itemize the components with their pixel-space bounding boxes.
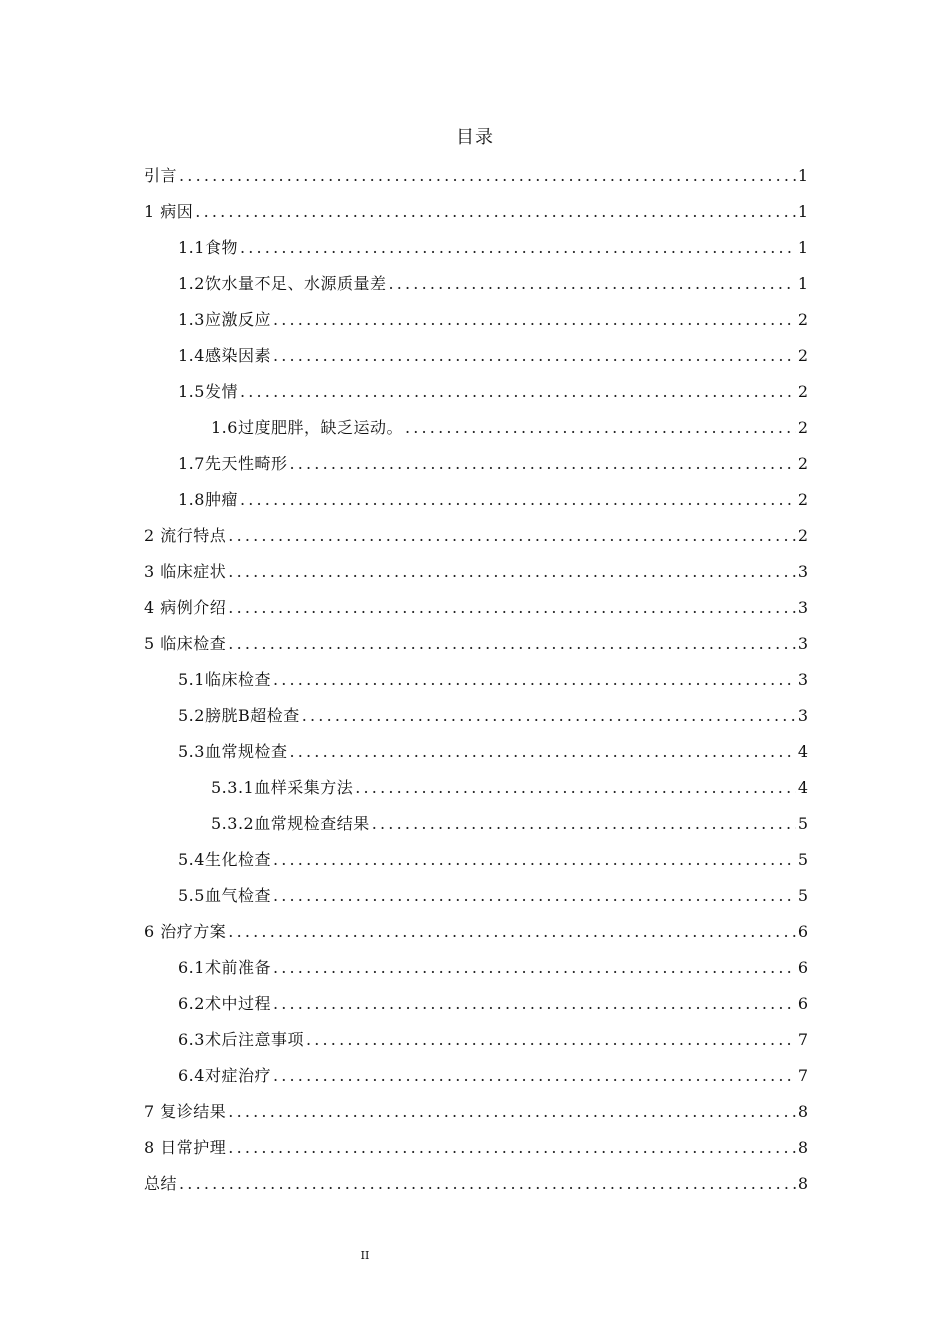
toc-page-number: 5 [797, 850, 808, 869]
toc-dot-leader [306, 1022, 796, 1058]
toc-entry-1-7[interactable] [144, 446, 808, 482]
toc-page-number: 2 [797, 346, 808, 365]
toc-page-number: 7 [797, 1066, 808, 1085]
toc-entry-6-4[interactable] [144, 1058, 808, 1094]
toc-entry-5[interactable] [144, 626, 808, 662]
toc-entry-label: 4 病例介绍 [144, 598, 227, 617]
toc-page-number: 2 [797, 490, 808, 509]
toc-entry-1[interactable] [144, 194, 808, 230]
toc-entry-7[interactable] [144, 1094, 808, 1130]
toc-entry-label: 1 病因 [144, 202, 194, 221]
toc-dot-leader [228, 914, 796, 950]
toc-dot-leader [228, 1094, 796, 1130]
toc-page-number: 1 [797, 274, 808, 293]
toc-dot-leader [228, 626, 796, 662]
toc-dot-leader [228, 1130, 796, 1166]
toc-entry-label: 3 临床症状 [144, 562, 227, 581]
toc-entry-label: 5.2膀胱B超检查 [178, 706, 300, 725]
toc-page-number: 5 [797, 886, 808, 905]
toc-entry-label: 1.7先天性畸形 [178, 454, 288, 473]
toc-entry-5-5[interactable] [144, 878, 808, 914]
toc-entry-5-2[interactable] [144, 698, 808, 734]
toc-entry-label: 1.8肿瘤 [178, 490, 238, 509]
toc-entry-6-3[interactable] [144, 1022, 808, 1058]
toc-entry-label: 5.3.1血样采集方法 [211, 778, 354, 797]
toc-entry-label: 5.3.2血常规检查结果 [211, 814, 370, 833]
toc-dot-leader [289, 446, 795, 482]
toc-entry-label: 5.3血常规检查 [178, 742, 288, 761]
toc-entry-1-4[interactable] [144, 338, 808, 374]
toc-entry-label: 总结 [144, 1174, 178, 1193]
toc-entry-5-3-2[interactable] [144, 806, 808, 842]
toc-page-number: 8 [797, 1102, 808, 1121]
toc-page-number: 6 [797, 958, 808, 977]
table-of-contents [144, 158, 808, 1202]
toc-dot-leader [179, 1166, 796, 1202]
toc-page-number: 3 [797, 706, 808, 725]
toc-entry-label: 5.4生化检查 [178, 850, 271, 869]
toc-entry-1-5[interactable] [144, 374, 808, 410]
toc-dot-leader [228, 590, 796, 626]
toc-dot-leader [302, 698, 796, 734]
toc-entry-label: 1.2饮水量不足、水源质量差 [178, 274, 387, 293]
toc-entry-label: 8 日常护理 [144, 1138, 227, 1157]
toc-dot-leader [388, 266, 795, 302]
toc-dot-leader [405, 410, 796, 446]
toc-page-number: 8 [797, 1138, 808, 1157]
toc-dot-leader [289, 734, 795, 770]
toc-entry-3[interactable] [144, 554, 808, 590]
toc-entry-8[interactable] [144, 1130, 808, 1166]
toc-page-number: 2 [797, 382, 808, 401]
toc-dot-leader [273, 878, 796, 914]
toc-entry-2[interactable] [144, 518, 808, 554]
toc-page-number: 2 [797, 454, 808, 473]
toc-entry-label: 1.1食物 [178, 238, 238, 257]
toc-entry-1-6[interactable] [144, 410, 808, 446]
toc-entry-5-1[interactable] [144, 662, 808, 698]
toc-entry-label: 6.2术中过程 [178, 994, 271, 1013]
toc-page-number: 8 [797, 1174, 808, 1193]
toc-dot-leader [228, 554, 796, 590]
toc-entry-1-8[interactable] [144, 482, 808, 518]
toc-entry-4[interactable] [144, 590, 808, 626]
toc-entry-5-4[interactable] [144, 842, 808, 878]
toc-dot-leader [240, 482, 796, 518]
toc-dot-leader [240, 230, 796, 266]
toc-entry-summary[interactable] [144, 1166, 808, 1202]
toc-entry-label: 6.4对症治疗 [178, 1066, 271, 1085]
toc-page-number: 2 [797, 418, 808, 437]
toc-page-number: 1 [797, 202, 808, 221]
toc-page-number: 3 [797, 598, 808, 617]
toc-entry-label: 6.3术后注意事项 [178, 1030, 304, 1049]
toc-entry-6[interactable] [144, 914, 808, 950]
toc-entry-label: 5 临床检查 [144, 634, 227, 653]
toc-entry-label: 7 复诊结果 [144, 1102, 227, 1121]
toc-page-number: 6 [797, 994, 808, 1013]
toc-dot-leader [273, 986, 796, 1022]
toc-dot-leader [273, 338, 796, 374]
toc-dot-leader [228, 518, 796, 554]
footer-page-number: II [360, 1249, 370, 1262]
toc-dot-leader [273, 302, 796, 338]
toc-dot-leader [273, 662, 796, 698]
toc-page-number: 4 [797, 742, 808, 761]
toc-entry-label: 6 治疗方案 [144, 922, 227, 941]
toc-page-number: 6 [797, 922, 808, 941]
toc-dot-leader [273, 950, 796, 986]
toc-entry-label: 1.6过度肥胖，缺乏运动。 [211, 418, 403, 437]
toc-dot-leader [273, 842, 796, 878]
toc-entry-6-2[interactable] [144, 986, 808, 1022]
toc-page-number: 3 [797, 634, 808, 653]
toc-page-number: 5 [797, 814, 808, 833]
toc-entry-5-3-1[interactable] [144, 770, 808, 806]
toc-entry-label: 6.1术前准备 [178, 958, 271, 977]
toc-entry-label: 5.1临床检查 [178, 670, 271, 689]
toc-title: 目录 [456, 127, 494, 148]
toc-dot-leader [273, 1058, 796, 1094]
toc-dot-leader [355, 770, 796, 806]
toc-page-number: 7 [797, 1030, 808, 1049]
toc-entry-5-3[interactable] [144, 734, 808, 770]
toc-entry-1-3[interactable] [144, 302, 808, 338]
toc-dot-leader [195, 194, 796, 230]
toc-entry-label: 1.4感染因素 [178, 346, 271, 365]
toc-page-number: 3 [797, 670, 808, 689]
toc-entry-label: 2 流行特点 [144, 526, 227, 545]
toc-entry-label: 1.5发情 [178, 382, 238, 401]
toc-page-number: 3 [797, 562, 808, 581]
toc-entry-introduction[interactable] [144, 158, 808, 194]
toc-dot-leader [240, 374, 796, 410]
toc-page-number: 1 [797, 238, 808, 257]
toc-page-number: 4 [797, 778, 808, 797]
toc-entry-label: 5.5血气检查 [178, 886, 271, 905]
toc-dot-leader [372, 806, 796, 842]
toc-dot-leader [179, 158, 796, 194]
toc-page-number: 2 [797, 310, 808, 329]
toc-page-number: 1 [797, 166, 808, 185]
toc-entry-6-1[interactable] [144, 950, 808, 986]
toc-entry-label: 1.3应激反应 [178, 310, 271, 329]
toc-entry-1-2[interactable] [144, 266, 808, 302]
toc-entry-1-1[interactable] [144, 230, 808, 266]
toc-entry-label: 引言 [144, 166, 178, 185]
toc-page-number: 2 [797, 526, 808, 545]
